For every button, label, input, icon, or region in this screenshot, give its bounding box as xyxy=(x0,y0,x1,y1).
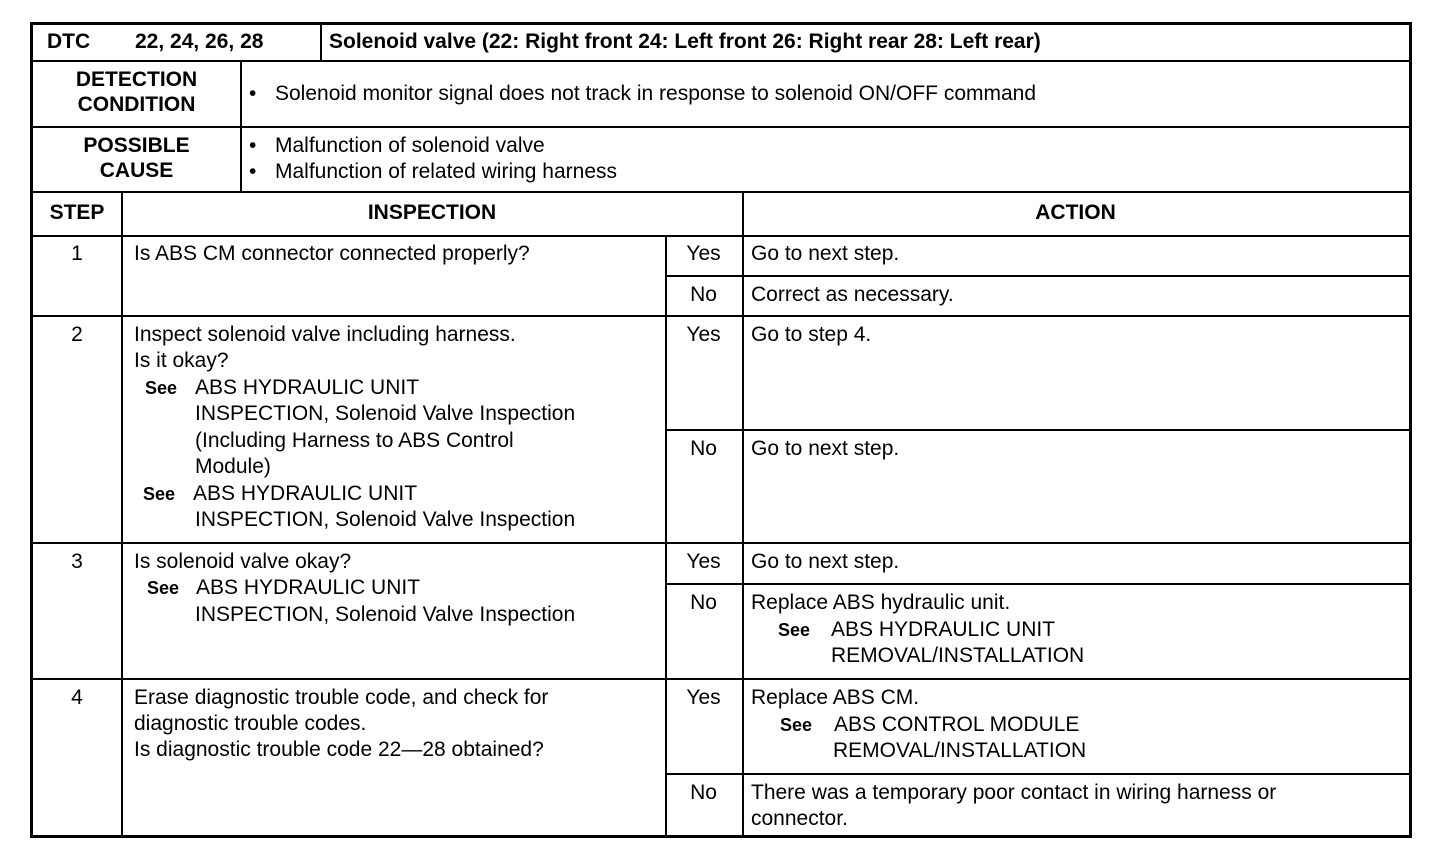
dtc-troubleshooting-table xyxy=(30,22,1412,838)
detection-condition-item: • Solenoid monitor signal does not track in response to solenoid ON/OFF command xyxy=(249,82,1037,105)
bullet-icon: • xyxy=(249,134,257,157)
see-label: See xyxy=(143,484,176,504)
inspection-text: Is it okay? xyxy=(134,349,229,372)
no-action: connector. xyxy=(751,807,848,830)
see-label: See xyxy=(778,620,811,640)
no-action: Replace ABS hydraulic unit. xyxy=(751,591,1011,614)
see-label: See xyxy=(780,715,813,735)
see-label: See xyxy=(145,378,178,398)
step-number: 1 xyxy=(71,242,83,265)
no-action: There was a temporary poor contact in wiring harness or xyxy=(751,781,1277,804)
see-reference: ABS CONTROL MODULE xyxy=(834,713,1080,736)
yes-action: Go to next step. xyxy=(751,550,900,573)
see-reference: ABS HYDRAULIC UNIT xyxy=(831,618,1056,641)
yes-label: Yes xyxy=(686,323,721,346)
inspection-text: Inspect solenoid valve including harness. xyxy=(134,323,516,346)
see-reference: ABS HYDRAULIC UNIT xyxy=(195,376,420,399)
inspection-text: Is diagnostic trouble code 22—28 obtained? xyxy=(134,738,544,761)
inspection-text: Is solenoid valve okay? xyxy=(134,550,352,573)
possible-cause-item: • Malfunction of related wiring harness xyxy=(249,160,618,183)
no-action: Go to next step. xyxy=(751,437,900,460)
no-label: No xyxy=(690,591,717,614)
see-reference: REMOVAL/INSTALLATION xyxy=(831,644,1085,667)
see-reference: Module) xyxy=(195,455,271,478)
no-label: No xyxy=(690,283,717,306)
see-reference: (Including Harness to ABS Control xyxy=(195,429,514,452)
bullet-icon: • xyxy=(249,160,257,183)
no-label: No xyxy=(690,781,717,804)
see-label: See xyxy=(147,578,180,598)
see-reference: INSPECTION, Solenoid Valve Inspection xyxy=(195,603,576,626)
detection-condition-label: DETECTION CONDITION xyxy=(75,68,198,116)
column-header-step: STEP xyxy=(49,201,105,224)
yes-label: Yes xyxy=(686,242,721,265)
inspection-text: Erase diagnostic trouble code, and check for xyxy=(134,686,549,709)
dtc-title: Solenoid valve (22: Right front 24: Left front 26: Right rear 28: Left rear) xyxy=(329,30,1041,53)
see-reference: ABS HYDRAULIC UNIT xyxy=(196,576,421,599)
step-number: 4 xyxy=(71,686,83,709)
bullet-icon: • xyxy=(249,82,257,105)
inspection-text: Is ABS CM connector connected properly? xyxy=(134,242,530,265)
step-number: 3 xyxy=(71,550,83,573)
possible-cause-item: • Malfunction of solenoid valve xyxy=(249,134,545,157)
dtc-label: DTC xyxy=(47,30,91,53)
dtc-codes: 22, 24, 26, 28 xyxy=(135,30,264,53)
see-reference: REMOVAL/INSTALLATION xyxy=(833,739,1087,762)
step-number: 2 xyxy=(71,323,83,346)
yes-action: Go to step 4. xyxy=(751,323,872,346)
no-action: Correct as necessary. xyxy=(751,283,954,306)
see-reference: INSPECTION, Solenoid Valve Inspection xyxy=(195,402,576,425)
column-header-inspection: INSPECTION xyxy=(367,201,497,224)
inspection-text: diagnostic trouble codes. xyxy=(134,712,367,735)
see-reference: ABS HYDRAULIC UNIT xyxy=(193,482,418,505)
yes-action: Replace ABS CM. xyxy=(751,686,920,709)
column-header-action: ACTION xyxy=(1035,201,1116,224)
yes-action: Go to next step. xyxy=(751,242,900,265)
yes-label: Yes xyxy=(686,550,721,573)
yes-label: Yes xyxy=(686,686,721,709)
see-reference: INSPECTION, Solenoid Valve Inspection xyxy=(195,508,576,531)
possible-cause-label: POSSIBLE CAUSE xyxy=(83,134,190,182)
no-label: No xyxy=(690,437,717,460)
